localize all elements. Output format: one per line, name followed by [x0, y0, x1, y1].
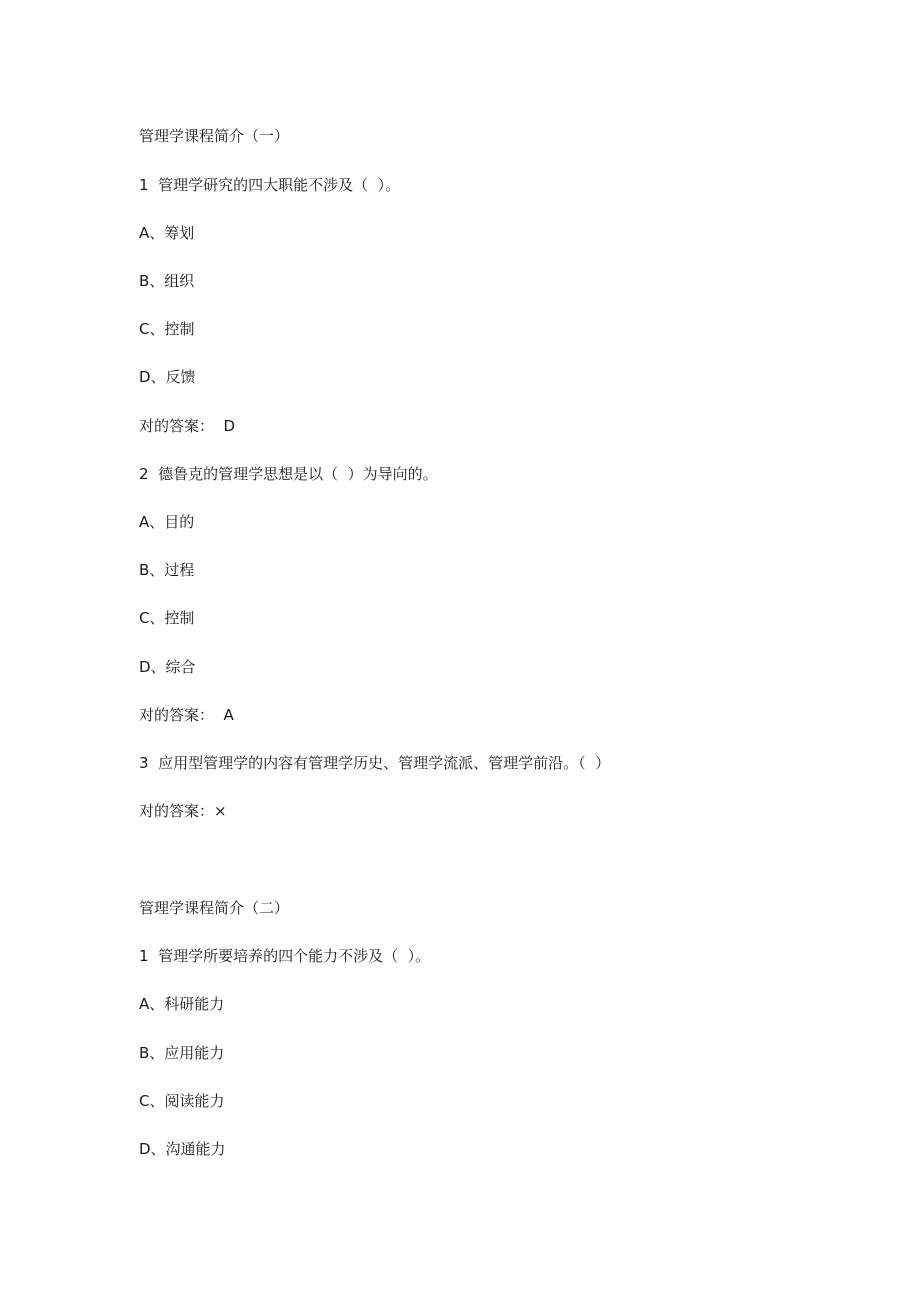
option-a: A、筹划	[139, 224, 195, 242]
question-1: 1 管理学所要培养的四个能力不涉及（ ）。	[139, 947, 431, 965]
option-c: C、控制	[139, 609, 195, 627]
answer-3: 对的答案：×	[139, 802, 227, 820]
answer-1: 对的答案： D	[139, 417, 236, 435]
option-b: B、过程	[139, 561, 195, 579]
section-heading-1: 管理学课程简介（一）	[139, 127, 290, 145]
option-b: B、组织	[139, 272, 195, 290]
question-2: 2 德鲁克的管理学思想是以（ ）为导向的。	[139, 465, 438, 483]
option-d: D、反馈	[139, 368, 196, 386]
option-d: D、综合	[139, 658, 196, 676]
question-3: 3 应用型管理学的内容有管理学历史、管理学流派、管理学前沿。（ ）	[139, 754, 611, 772]
option-a: A、目的	[139, 513, 195, 531]
option-c: C、控制	[139, 320, 195, 338]
answer-2: 对的答案： A	[139, 706, 234, 724]
option-c: C、阅读能力	[139, 1092, 225, 1110]
option-a: A、科研能力	[139, 995, 225, 1013]
option-b: B、应用能力	[139, 1044, 225, 1062]
option-d: D、沟通能力	[139, 1140, 226, 1158]
question-1: 1 管理学研究的四大职能不涉及（ ）。	[139, 176, 401, 194]
section-heading-2: 管理学课程简介（二）	[139, 899, 290, 917]
